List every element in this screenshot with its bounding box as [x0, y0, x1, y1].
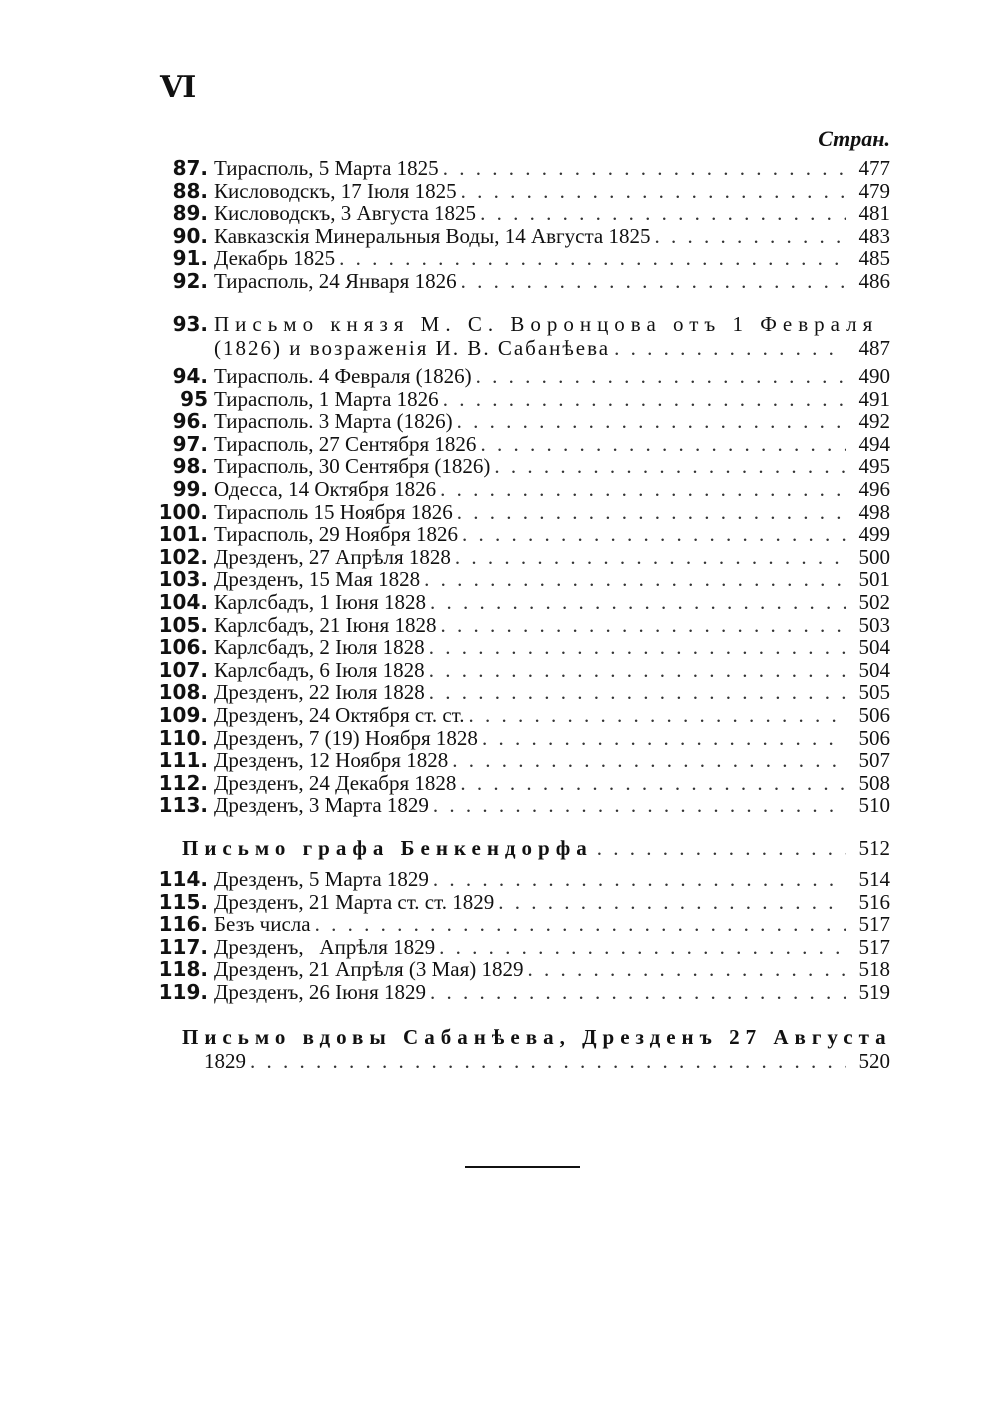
entry-page: 481 [858, 201, 890, 226]
toc-entry [158, 388, 890, 411]
entry-number: 91. [172, 246, 208, 271]
toc-entry [158, 913, 890, 936]
toc-entry [158, 478, 890, 501]
entry-number: 92. [172, 268, 208, 293]
toc-group-3 [158, 868, 890, 1004]
dot-leader [429, 681, 846, 704]
dot-leader [443, 157, 846, 180]
entry-page: 505 [858, 680, 890, 705]
entry-number: 118. [158, 957, 208, 982]
entry-page: 477 [858, 156, 890, 180]
toc-entry-93 [158, 312, 890, 360]
entry-number: 114. [158, 867, 208, 891]
entry-page: 498 [858, 499, 890, 524]
dot-leader [439, 936, 846, 959]
toc-entry [158, 180, 890, 203]
entry-page: 503 [858, 612, 890, 637]
toc-entry [158, 247, 890, 270]
entry-title: Безъ числа [214, 912, 311, 937]
entry-title: Тирасполь, 5 Марта 1825 [214, 156, 439, 180]
entry-number: 103. [158, 567, 208, 592]
dot-leader [528, 958, 846, 981]
toc-entry [158, 591, 890, 614]
entry-page: 486 [858, 268, 890, 293]
entry-title: Тирасполь, 24 Января 1826 [214, 268, 457, 293]
entry-title: Дрезденъ, 24 Октября ст. ст. [214, 702, 465, 727]
entry-page: 496 [858, 476, 890, 501]
entry-number: 112. [158, 770, 208, 795]
toc-entry [158, 270, 890, 293]
toc-entry [158, 681, 890, 704]
entry-page: 508 [858, 770, 890, 795]
entry-page: 499 [858, 522, 890, 547]
entry-number: 116. [158, 912, 208, 937]
entry-number: 94. [172, 364, 208, 388]
dot-leader [250, 1049, 846, 1073]
dot-leader [339, 247, 846, 270]
column-heading: Стран. [818, 126, 890, 151]
entry-page: 479 [858, 178, 890, 203]
toc-entry [158, 749, 890, 772]
toc-entry-benkendorf [182, 836, 890, 860]
entry-title: Тирасполь, 30 Сентября (1826) [214, 454, 491, 479]
dot-leader [443, 388, 846, 411]
entry-title: Тирасполь 15 Ноября 1826 [214, 499, 453, 524]
dot-leader [462, 523, 846, 546]
dot-leader [597, 836, 846, 860]
toc-entry [158, 891, 890, 914]
entry-title: Тирасполь, 1 Марта 1826 [214, 386, 439, 411]
dot-leader [655, 225, 847, 248]
entry-page: 485 [858, 246, 890, 271]
entry-page: 504 [858, 635, 890, 660]
dot-leader [433, 794, 846, 817]
entry-number: 95 [180, 386, 208, 411]
toc-entry [158, 501, 890, 524]
entry-page: 519 [858, 979, 890, 1004]
entry-page: 490 [858, 364, 890, 388]
entry-title: Дрезденъ, 22 Іюля 1828 [214, 680, 425, 705]
toc-group-1 [158, 157, 890, 293]
entry-page: 516 [858, 889, 890, 914]
dot-leader [315, 913, 846, 936]
entry-page: 510 [858, 793, 890, 818]
dot-leader [461, 180, 846, 203]
toc-entry [158, 365, 890, 388]
entry-title: Дрезденъ, 3 Марта 1829 [214, 793, 429, 818]
entry-title: Тирасполь. 3 Марта (1826) [214, 409, 453, 434]
entry-page: 492 [858, 409, 890, 434]
entry-page: 512 [858, 836, 890, 860]
entry-title: Дрезденъ, 24 Декабря 1828 [214, 770, 457, 795]
toc-entry-widow [182, 1025, 890, 1073]
entry-page: 517 [858, 912, 890, 937]
toc-entry [158, 546, 890, 569]
entry-page: 514 [858, 867, 890, 891]
entry-page: 491 [858, 386, 890, 411]
entry-title: Кисловодскъ, 3 Августа 1825 [214, 201, 477, 226]
dot-leader [430, 981, 846, 1004]
entry-title: Карлсбадъ, 6 Іюля 1828 [214, 657, 425, 682]
toc-entry [158, 455, 890, 478]
entry-number: 89. [172, 201, 208, 226]
toc-entry [158, 958, 890, 981]
dot-leader [440, 478, 846, 501]
entry-page: 487 [858, 336, 890, 360]
entry-title: Дрезденъ, 5 Марта 1829 [214, 867, 429, 891]
entry-number: 102. [158, 544, 208, 569]
toc-entry [158, 202, 890, 225]
entry-title-line-2: (1826) и возраженія И. В. Сабанѣева [214, 336, 611, 360]
toc-entry [158, 157, 890, 180]
toc-entry [158, 727, 890, 750]
entry-number: 110. [158, 725, 208, 750]
toc-entry [158, 614, 890, 637]
toc-entry [158, 636, 890, 659]
entry-number: 106. [158, 635, 208, 660]
dot-leader [480, 202, 846, 225]
toc-entry [158, 659, 890, 682]
entry-number: 113. [158, 793, 208, 818]
entry-number: 119. [158, 979, 208, 1004]
dot-leader [480, 433, 846, 456]
entry-page: 504 [858, 657, 890, 682]
toc-entry [158, 936, 890, 959]
dot-leader [429, 636, 846, 659]
entry-title: Карлсбадъ, 1 Іюня 1828 [214, 589, 426, 614]
entry-title: Тирасполь, 27 Сентября 1826 [214, 431, 477, 456]
entry-title-line-1: Письмо вдовы Сабанѣева, Дрезденъ 27 Августа [182, 1025, 892, 1049]
dot-leader [498, 891, 846, 914]
toc-entry [158, 523, 890, 546]
entry-page: 495 [858, 454, 890, 479]
toc-entry [158, 410, 890, 433]
entry-number: 98. [172, 454, 208, 479]
dot-leader [424, 568, 846, 591]
toc-entry [158, 794, 890, 817]
entry-number: 101. [158, 522, 208, 547]
dot-leader [461, 270, 846, 293]
dot-leader [482, 727, 846, 750]
entry-title: Тирасполь. 4 Февраля (1826) [214, 364, 472, 388]
entry-title-line-1: Письмо князя М. С. Воронцова отъ 1 Февраля [214, 312, 879, 336]
dot-leader [452, 749, 846, 772]
dot-leader [440, 614, 846, 637]
entry-title: Дрезденъ, Апрѣля 1829 [214, 934, 436, 959]
toc-entry [158, 225, 890, 248]
closing-rule [465, 1166, 580, 1168]
entry-title: Дрезденъ, 12 Ноября 1828 [214, 748, 449, 773]
entry-number: 105. [158, 612, 208, 637]
toc-entry [158, 868, 890, 891]
entry-page: 506 [858, 702, 890, 727]
entry-title: Дрезденъ, 15 Мая 1828 [214, 567, 421, 592]
entry-number: 88. [172, 178, 208, 203]
entry-page: 483 [858, 223, 890, 248]
entry-title: Декабрь 1825 [214, 246, 336, 271]
entry-number: 109. [158, 702, 208, 727]
page-number: VI [160, 70, 196, 105]
entry-title: Тирасполь, 29 Ноября 1826 [214, 522, 458, 547]
entry-number: 96. [172, 409, 208, 434]
toc-entry [158, 772, 890, 795]
toc-entry [158, 704, 890, 727]
entry-number: 107. [158, 657, 208, 682]
entry-page: 518 [858, 957, 890, 982]
entry-number: 97. [172, 431, 208, 456]
entry-number: 87. [172, 156, 208, 180]
entry-title: Карлсбадъ, 2 Іюля 1828 [214, 635, 425, 660]
dot-leader [433, 868, 846, 891]
entry-page: 502 [858, 589, 890, 614]
entry-page: 517 [858, 934, 890, 959]
entry-number: 104. [158, 589, 208, 614]
entry-title: Дрезденъ, 21 Апрѣля (3 Мая) 1829 [214, 957, 524, 982]
entry-title: Письмо графа Бенкендорфа [182, 836, 593, 860]
toc-entry [158, 568, 890, 591]
entry-page: 500 [858, 544, 890, 569]
dot-leader [469, 704, 846, 727]
entry-page: 507 [858, 748, 890, 773]
entry-number: 100. [158, 499, 208, 524]
entry-page: 494 [858, 431, 890, 456]
entry-number: 117. [158, 934, 208, 959]
entry-title: Дрезденъ, 7 (19) Ноября 1828 [214, 725, 478, 750]
entry-number: 111. [158, 748, 208, 773]
entry-number: 115. [158, 889, 208, 914]
entry-title-line-2: 1829 [204, 1049, 246, 1073]
dot-leader [430, 591, 846, 614]
dot-leader [476, 365, 846, 388]
entry-page: 506 [858, 725, 890, 750]
toc-entry [158, 433, 890, 456]
dot-leader [429, 659, 846, 682]
entry-title: Кисловодскъ, 17 Іюля 1825 [214, 178, 457, 203]
dot-leader [494, 455, 846, 478]
entry-number: 99. [172, 476, 208, 501]
toc-group-2 [158, 365, 890, 817]
entry-number: 90. [172, 223, 208, 248]
entry-title: Одесса, 14 Октября 1826 [214, 476, 437, 501]
entry-title: Дрезденъ, 27 Апрѣля 1828 [214, 544, 451, 569]
entry-title: Карлсбадъ, 21 Іюня 1828 [214, 612, 437, 637]
entry-title: Кавказскія Минеральныя Воды, 14 Августа 1825 [214, 223, 651, 248]
entry-title: Дрезденъ, 21 Марта ст. ст. 1829 [214, 889, 495, 914]
dot-leader [457, 501, 846, 524]
toc-entry [158, 981, 890, 1004]
dot-leader [457, 410, 846, 433]
entry-number: 93. [172, 312, 208, 336]
dot-leader [614, 336, 846, 360]
entry-title: Дрезденъ, 26 Іюня 1829 [214, 979, 426, 1004]
dot-leader [455, 546, 846, 569]
dot-leader [460, 772, 846, 795]
entry-number: 108. [158, 680, 208, 705]
entry-page: 501 [858, 567, 890, 592]
entry-page: 520 [858, 1049, 890, 1073]
